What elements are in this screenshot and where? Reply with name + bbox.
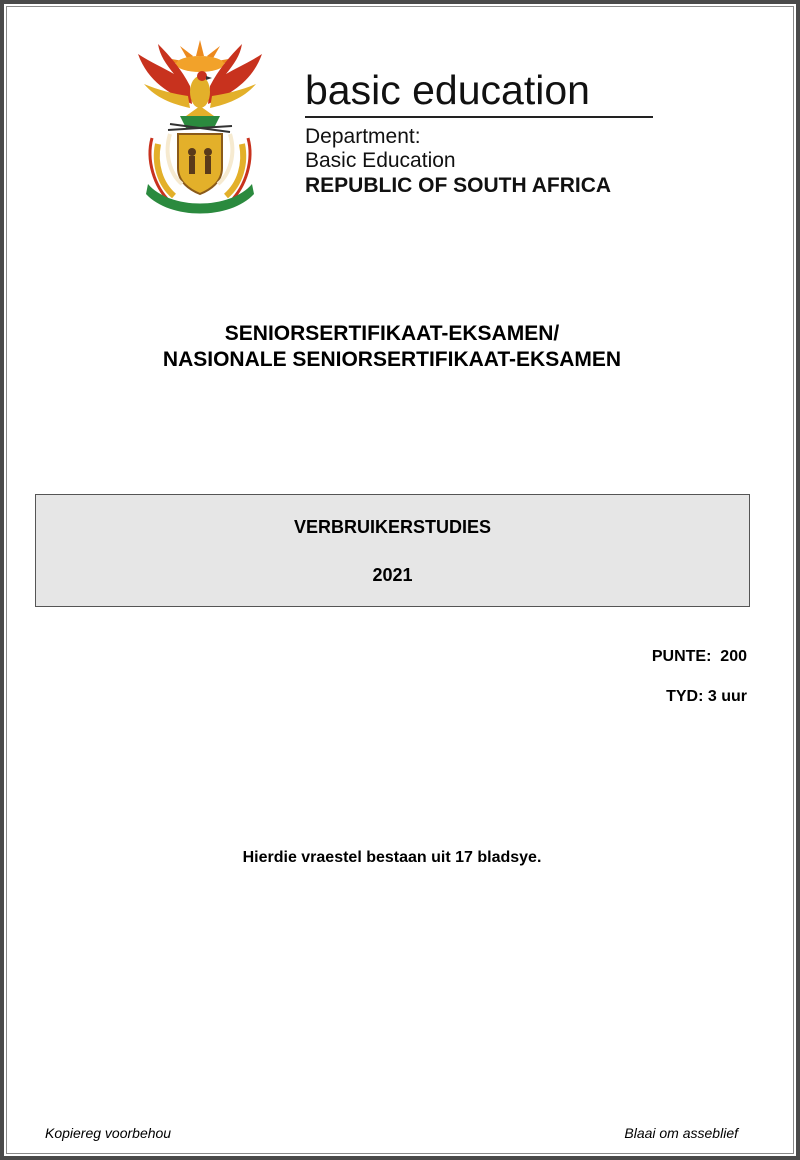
page-count-note: Hierdie vraestel bestaan uit 17 bladsye. bbox=[242, 849, 542, 866]
exam-year: 2021 bbox=[372, 565, 413, 585]
exam-title-line2: NASIONALE SENIORSERTIFIKAAT-EKSAMEN bbox=[162, 348, 622, 371]
subject-name: VERBRUIKERSTUDIES bbox=[293, 517, 492, 537]
brand-divider bbox=[305, 116, 653, 118]
brand-name: basic education bbox=[305, 67, 590, 113]
turn-over-notice: Blaai om asseblief bbox=[624, 1125, 738, 1141]
department-name: Basic Education bbox=[305, 149, 456, 172]
exam-title-line1: SENIORSERTIFIKAAT-EKSAMEN/ bbox=[224, 322, 560, 345]
subject-box bbox=[35, 494, 750, 607]
copyright-notice: Kopiereg voorbehou bbox=[45, 1125, 172, 1141]
total-marks: PUNTE: 200 bbox=[651, 648, 747, 665]
country-name: REPUBLIC OF SOUTH AFRICA bbox=[305, 174, 612, 197]
coat-of-arms-logo bbox=[130, 34, 270, 214]
department-label: Department: bbox=[305, 125, 421, 148]
exam-duration: TYD: 3 uur bbox=[666, 688, 747, 705]
